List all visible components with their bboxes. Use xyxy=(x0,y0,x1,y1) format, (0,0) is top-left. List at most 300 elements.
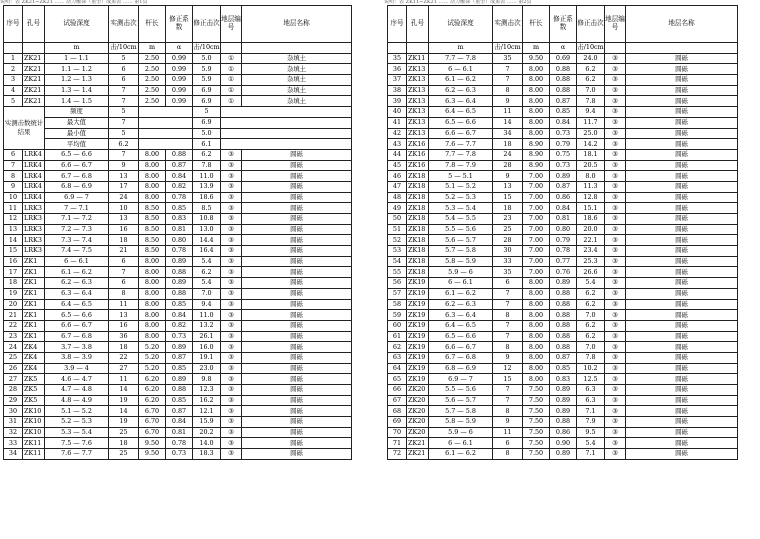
row-rod: 8.00 xyxy=(139,171,166,182)
row-rod: 7.00 xyxy=(523,267,550,278)
table-row xyxy=(388,417,738,428)
row-coef: 0.86 xyxy=(550,192,577,203)
row-blows: 9 xyxy=(493,171,523,182)
row-seq: 37 xyxy=(388,75,407,86)
row-layer-no: ③ xyxy=(605,181,626,192)
row-coef: 0.88 xyxy=(550,85,577,96)
row-seq: 14 xyxy=(4,235,23,246)
row-hole: ZK19 xyxy=(407,320,429,331)
row-seq: 35 xyxy=(388,53,407,64)
row-depth: 6.5 — 6.6 xyxy=(45,310,109,321)
row-seq: 24 xyxy=(4,342,23,353)
row-layer-no: ③ xyxy=(221,395,242,406)
row-blows: 7 xyxy=(493,395,523,406)
row-layer-no: ③ xyxy=(221,256,242,267)
row-layer-no: ③ xyxy=(605,235,626,246)
table-row xyxy=(4,53,352,64)
row-layer-no: ③ xyxy=(221,149,242,160)
row-rod: 8.00 xyxy=(139,310,166,321)
row-seq: 46 xyxy=(388,171,407,182)
summary-stat-name: 最大值 xyxy=(45,117,109,128)
row-corrected: 6.9 xyxy=(193,85,221,96)
summary-row xyxy=(4,128,352,139)
row-layer-name: 圆砾 xyxy=(626,171,738,182)
row-hole: ZK10 xyxy=(23,427,45,438)
row-corrected: 18.6 xyxy=(577,214,605,225)
row-layer-no: ③ xyxy=(221,214,242,225)
unit-corrected: 击/10cm xyxy=(193,43,220,52)
row-coef: 0.84 xyxy=(166,171,193,182)
row-layer-no: ③ xyxy=(221,192,242,203)
row-layer-name: 圆砾 xyxy=(242,363,352,374)
table-row xyxy=(388,149,738,160)
row-depth: 5.7 — 5.8 xyxy=(429,406,493,417)
row-rod: 8.00 xyxy=(139,160,166,171)
row-hole: LRK4 xyxy=(23,149,45,160)
row-layer-no: ③ xyxy=(221,449,242,460)
row-blows: 18 xyxy=(493,139,523,150)
table-row xyxy=(388,235,738,246)
unit-blows: 击/10cm xyxy=(494,43,521,52)
row-rod: 7.50 xyxy=(523,395,550,406)
row-blows: 8 xyxy=(493,406,523,417)
row-seq: 50 xyxy=(388,214,407,225)
summary-row xyxy=(4,117,352,128)
row-corrected: 26.1 xyxy=(193,331,221,342)
row-hole: LRK3 xyxy=(23,214,45,225)
row-layer-name: 圆砾 xyxy=(626,117,738,128)
row-layer-name: 圆砾 xyxy=(626,181,738,192)
row-seq: 56 xyxy=(388,278,407,289)
unit-empty xyxy=(4,43,23,54)
row-coef: 0.99 xyxy=(166,64,193,75)
row-blows: 35 xyxy=(493,267,523,278)
row-coef: 0.89 xyxy=(166,278,193,289)
row-seq: 5 xyxy=(4,96,23,107)
row-corrected: 23.0 xyxy=(193,363,221,374)
row-rod: 8.50 xyxy=(139,235,166,246)
row-depth: 1.2 — 1.3 xyxy=(45,75,109,86)
row-corrected: 12.3 xyxy=(193,385,221,396)
row-seq: 69 xyxy=(388,417,407,428)
row-hole: ZK13 xyxy=(407,85,429,96)
row-corrected: 5.9 xyxy=(193,64,221,75)
row-hole: ZK19 xyxy=(407,288,429,299)
row-coef: 0.84 xyxy=(166,310,193,321)
row-rod: 8.50 xyxy=(139,246,166,257)
row-coef: 0.85 xyxy=(166,299,193,310)
row-blows: 14 xyxy=(109,385,139,396)
right-rows xyxy=(388,53,738,459)
row-depth: 5.6 — 5.7 xyxy=(429,395,493,406)
row-layer-name: 圆砾 xyxy=(626,374,738,385)
row-corrected: 5.0 xyxy=(193,53,221,64)
row-coef: 0.73 xyxy=(166,449,193,460)
row-seq: 62 xyxy=(388,342,407,353)
summary-blows-value: 7 xyxy=(109,117,139,128)
row-corrected: 10.2 xyxy=(577,363,605,374)
table-row xyxy=(388,117,738,128)
row-rod: 9.50 xyxy=(139,449,166,460)
row-layer-name: 圆砾 xyxy=(626,85,738,96)
row-corrected: 5.4 xyxy=(577,438,605,449)
row-hole: ZK11 xyxy=(23,449,45,460)
row-coef: 0.82 xyxy=(166,320,193,331)
row-hole: LRK4 xyxy=(23,192,45,203)
row-depth: 6.6 — 6.7 xyxy=(429,128,493,139)
row-coef: 0.87 xyxy=(550,96,577,107)
table-row xyxy=(388,342,738,353)
summary-corrected-value: 5 xyxy=(193,107,221,118)
col-layer-no: 地层编号 xyxy=(605,6,626,43)
row-depth: 3.7 — 3.8 xyxy=(45,342,109,353)
row-blows: 21 xyxy=(109,246,139,257)
row-seq: 9 xyxy=(4,181,23,192)
row-seq: 7 xyxy=(4,160,23,171)
row-hole: ZK1 xyxy=(23,278,45,289)
row-layer-name: 圆砾 xyxy=(626,352,738,363)
row-depth: 7.6 — 7.7 xyxy=(45,449,109,460)
row-hole: ZK5 xyxy=(23,374,45,385)
row-rod: 8.00 xyxy=(523,64,550,75)
table-row xyxy=(4,320,352,331)
row-layer-no: ③ xyxy=(605,310,626,321)
table-row xyxy=(4,203,352,214)
row-hole: ZK19 xyxy=(407,374,429,385)
row-hole: ZK20 xyxy=(407,385,429,396)
row-seq: 1 xyxy=(4,53,23,64)
row-layer-name: 圆砾 xyxy=(626,417,738,428)
row-seq: 16 xyxy=(4,256,23,267)
left-data-table xyxy=(3,5,352,460)
row-seq: 39 xyxy=(388,96,407,107)
row-hole: ZK13 xyxy=(407,128,429,139)
row-blows: 7 xyxy=(493,75,523,86)
row-coef: 0.84 xyxy=(166,417,193,428)
table-row xyxy=(4,214,352,225)
row-seq: 47 xyxy=(388,181,407,192)
row-rod: 7.00 xyxy=(523,256,550,267)
row-coef: 0.88 xyxy=(550,299,577,310)
row-hole: ZK1 xyxy=(23,299,45,310)
row-blows: 7 xyxy=(493,299,523,310)
row-corrected: 6.2 xyxy=(577,75,605,86)
row-corrected: 16.0 xyxy=(193,342,221,353)
left-header-strip: 说明：表 ZK21~ZK21 …… 动力触探（重型）成果表 …… 第1页 xyxy=(0,0,148,5)
row-coef: 0.87 xyxy=(550,181,577,192)
row-rod: 8.00 xyxy=(523,288,550,299)
table-row xyxy=(388,224,738,235)
row-blows: 9 xyxy=(493,96,523,107)
row-rod: 8.50 xyxy=(139,214,166,225)
row-coef: 0.87 xyxy=(166,352,193,363)
col-depth: 试验深度 xyxy=(429,6,493,43)
row-blows: 18 xyxy=(109,438,139,449)
row-corrected: 16.4 xyxy=(193,246,221,257)
row-blows: 24 xyxy=(493,149,523,160)
row-hole: ZK10 xyxy=(23,406,45,417)
row-layer-name: 圆砾 xyxy=(242,288,352,299)
row-hole: ZK18 xyxy=(407,192,429,203)
row-layer-no: ③ xyxy=(605,256,626,267)
row-hole: ZK1 xyxy=(23,320,45,331)
row-layer-name: 圆砾 xyxy=(242,192,352,203)
row-depth: 1.4 — 1.5 xyxy=(45,96,109,107)
row-corrected: 8.0 xyxy=(577,171,605,182)
row-layer-name: 圆砾 xyxy=(626,438,738,449)
row-rod: 5.20 xyxy=(139,342,166,353)
row-depth: 6 — 6.1 xyxy=(429,278,493,289)
row-seq: 4 xyxy=(4,85,23,96)
row-blows: 25 xyxy=(109,449,139,460)
row-corrected: 7.1 xyxy=(577,449,605,460)
row-seq: 67 xyxy=(388,395,407,406)
row-rod: 8.00 xyxy=(523,310,550,321)
row-coef: 0.88 xyxy=(550,64,577,75)
row-corrected: 5.4 xyxy=(193,278,221,289)
row-layer-name: 圆砾 xyxy=(626,96,738,107)
row-hole: ZK18 xyxy=(407,203,429,214)
table-row xyxy=(388,438,738,449)
row-rod: 6.70 xyxy=(139,427,166,438)
row-depth: 3.8 — 3.9 xyxy=(45,352,109,363)
row-seq: 38 xyxy=(388,85,407,96)
row-layer-no: ③ xyxy=(605,417,626,428)
summary-empty xyxy=(139,128,193,139)
row-layer-no: ③ xyxy=(221,267,242,278)
row-hole: LRK3 xyxy=(23,224,45,235)
row-blows: 30 xyxy=(493,246,523,257)
row-depth: 5.3 — 5.4 xyxy=(429,203,493,214)
row-hole: LRK4 xyxy=(23,160,45,171)
row-hole: ZK1 xyxy=(23,331,45,342)
row-rod: 7.50 xyxy=(523,385,550,396)
row-blows: 8 xyxy=(493,310,523,321)
row-hole: LRK4 xyxy=(23,181,45,192)
row-layer-no: ③ xyxy=(605,203,626,214)
table-row xyxy=(388,171,738,182)
row-blows: 11 xyxy=(109,299,139,310)
table-row xyxy=(4,256,352,267)
row-coef: 0.78 xyxy=(166,192,193,203)
row-corrected: 10.8 xyxy=(193,214,221,225)
row-coef: 0.81 xyxy=(166,427,193,438)
row-blows: 11 xyxy=(493,107,523,118)
row-corrected: 5.9 xyxy=(193,75,221,86)
row-layer-no: ③ xyxy=(221,320,242,331)
row-layer-name: 圆砾 xyxy=(626,385,738,396)
row-blows: 18 xyxy=(109,342,139,353)
table-row xyxy=(388,310,738,321)
row-seq: 22 xyxy=(4,320,23,331)
row-coef: 0.73 xyxy=(166,331,193,342)
row-layer-no: ③ xyxy=(221,374,242,385)
row-layer-no: ③ xyxy=(605,438,626,449)
row-rod: 8.00 xyxy=(139,192,166,203)
row-rod: 8.00 xyxy=(523,278,550,289)
row-rod: 8.50 xyxy=(139,224,166,235)
row-blows: 6 xyxy=(109,256,139,267)
row-layer-name: 杂填土 xyxy=(242,53,352,64)
row-seq: 15 xyxy=(4,246,23,257)
col-hole: 孔号 xyxy=(23,6,45,43)
row-depth: 7.8 — 7.9 xyxy=(429,160,493,171)
row-depth: 5.8 — 5.9 xyxy=(429,417,493,428)
row-layer-name: 圆砾 xyxy=(242,235,352,246)
row-rod: 7.00 xyxy=(523,214,550,225)
row-coef: 0.88 xyxy=(550,417,577,428)
row-rod: 8.00 xyxy=(523,117,550,128)
row-layer-name: 圆砾 xyxy=(242,203,352,214)
row-blows: 7 xyxy=(493,64,523,75)
unit-empty xyxy=(407,43,429,54)
summary-corrected-value: 6.9 xyxy=(193,117,221,128)
row-layer-name: 圆砾 xyxy=(242,406,352,417)
row-seq: 42 xyxy=(388,128,407,139)
row-rod: 7.50 xyxy=(523,427,550,438)
row-layer-name: 圆砾 xyxy=(242,331,352,342)
row-seq: 64 xyxy=(388,363,407,374)
row-seq: 60 xyxy=(388,320,407,331)
unit-corrected: 击/10cm xyxy=(577,43,604,52)
row-layer-name: 圆砾 xyxy=(626,320,738,331)
row-layer-name: 圆砾 xyxy=(242,278,352,289)
row-layer-no: ③ xyxy=(221,352,242,363)
row-coef: 0.89 xyxy=(166,342,193,353)
row-hole: ZK20 xyxy=(407,417,429,428)
col-layer-no: 地层编号 xyxy=(221,6,242,43)
row-seq: 45 xyxy=(388,160,407,171)
row-rod: 8.00 xyxy=(523,363,550,374)
table-row xyxy=(4,417,352,428)
row-layer-name: 圆砾 xyxy=(626,406,738,417)
row-coef: 0.75 xyxy=(550,149,577,160)
row-hole: ZK19 xyxy=(407,278,429,289)
row-corrected: 18.3 xyxy=(193,449,221,460)
row-corrected: 19.1 xyxy=(193,352,221,363)
row-seq: 33 xyxy=(4,438,23,449)
row-hole: ZK21 xyxy=(23,96,45,107)
row-layer-name: 圆砾 xyxy=(242,374,352,385)
unit-coef: α xyxy=(166,43,193,54)
row-hole: ZK21 xyxy=(23,85,45,96)
row-layer-no: ③ xyxy=(605,171,626,182)
row-blows: 7 xyxy=(493,331,523,342)
row-layer-name: 圆砾 xyxy=(626,310,738,321)
row-blows: 25 xyxy=(109,427,139,438)
row-seq: 63 xyxy=(388,352,407,363)
row-corrected: 13.0 xyxy=(193,224,221,235)
row-layer-no: ③ xyxy=(221,331,242,342)
row-seq: 65 xyxy=(388,374,407,385)
row-rod: 8.00 xyxy=(523,128,550,139)
row-depth: 6.3 — 6.4 xyxy=(45,288,109,299)
summary-empty xyxy=(221,139,352,150)
summary-row xyxy=(4,139,352,150)
row-depth: 5.9 — 6 xyxy=(429,267,493,278)
row-corrected: 13.2 xyxy=(193,320,221,331)
row-layer-no: ① xyxy=(221,53,242,64)
row-depth: 7 — 7.1 xyxy=(45,203,109,214)
row-coef: 0.69 xyxy=(550,53,577,64)
row-coef: 0.88 xyxy=(550,320,577,331)
row-hole: ZK11 xyxy=(23,438,45,449)
row-coef: 0.79 xyxy=(550,139,577,150)
row-depth: 6.7 — 6.8 xyxy=(429,352,493,363)
row-depth: 6.2 — 6.3 xyxy=(45,278,109,289)
unit-empty xyxy=(626,43,738,54)
table-row xyxy=(4,246,352,257)
row-layer-no: ③ xyxy=(605,449,626,460)
row-blows: 7 xyxy=(493,288,523,299)
summary-empty xyxy=(221,107,352,118)
row-corrected: 11.0 xyxy=(193,310,221,321)
row-seq: 52 xyxy=(388,235,407,246)
row-depth: 1 — 1.1 xyxy=(45,53,109,64)
row-layer-no: ③ xyxy=(221,342,242,353)
summary-empty xyxy=(221,117,352,128)
row-layer-name: 圆砾 xyxy=(626,149,738,160)
row-blows: 7 xyxy=(493,320,523,331)
row-coef: 0.89 xyxy=(550,395,577,406)
summary-empty xyxy=(139,107,193,118)
row-hole: ZK21 xyxy=(407,449,429,460)
row-rod: 2.50 xyxy=(139,85,166,96)
row-hole: ZK19 xyxy=(407,299,429,310)
row-layer-name: 圆砾 xyxy=(626,192,738,203)
table-row xyxy=(388,395,738,406)
table-row xyxy=(388,331,738,342)
row-rod: 2.50 xyxy=(139,64,166,75)
row-hole: ZK18 xyxy=(407,181,429,192)
row-depth: 5.6 — 5.7 xyxy=(429,235,493,246)
row-corrected: 6.3 xyxy=(577,395,605,406)
row-corrected: 12.5 xyxy=(577,374,605,385)
table-row xyxy=(388,214,738,225)
right-page xyxy=(384,0,760,539)
row-seq: 54 xyxy=(388,256,407,267)
row-rod: 8.00 xyxy=(523,331,550,342)
row-blows: 27 xyxy=(109,363,139,374)
col-corrected: 修正击次 xyxy=(577,6,605,43)
row-layer-no: ③ xyxy=(221,288,242,299)
table-row xyxy=(388,96,738,107)
row-depth: 6.8 — 6.9 xyxy=(429,363,493,374)
row-corrected: 14.4 xyxy=(193,235,221,246)
row-hole: ZK19 xyxy=(407,352,429,363)
row-layer-name: 圆砾 xyxy=(626,64,738,75)
row-blows: 36 xyxy=(109,331,139,342)
row-coef: 0.88 xyxy=(166,385,193,396)
row-layer-no: ③ xyxy=(605,149,626,160)
table-row xyxy=(4,427,352,438)
row-hole: ZK18 xyxy=(407,267,429,278)
unit-empty xyxy=(221,43,242,54)
left-top-rows xyxy=(4,53,352,106)
row-layer-no: ③ xyxy=(605,160,626,171)
row-rod: 7.00 xyxy=(523,181,550,192)
row-coef: 0.87 xyxy=(166,160,193,171)
row-hole: ZK20 xyxy=(407,395,429,406)
row-hole: LRK3 xyxy=(23,235,45,246)
row-rod: 9.50 xyxy=(523,53,550,64)
row-depth: 5.7 — 5.8 xyxy=(429,246,493,257)
row-depth: 4.8 — 4.9 xyxy=(45,395,109,406)
row-blows: 13 xyxy=(493,181,523,192)
col-blows: 实测击次 xyxy=(493,6,523,43)
row-seq: 26 xyxy=(4,363,23,374)
row-blows: 28 xyxy=(493,235,523,246)
